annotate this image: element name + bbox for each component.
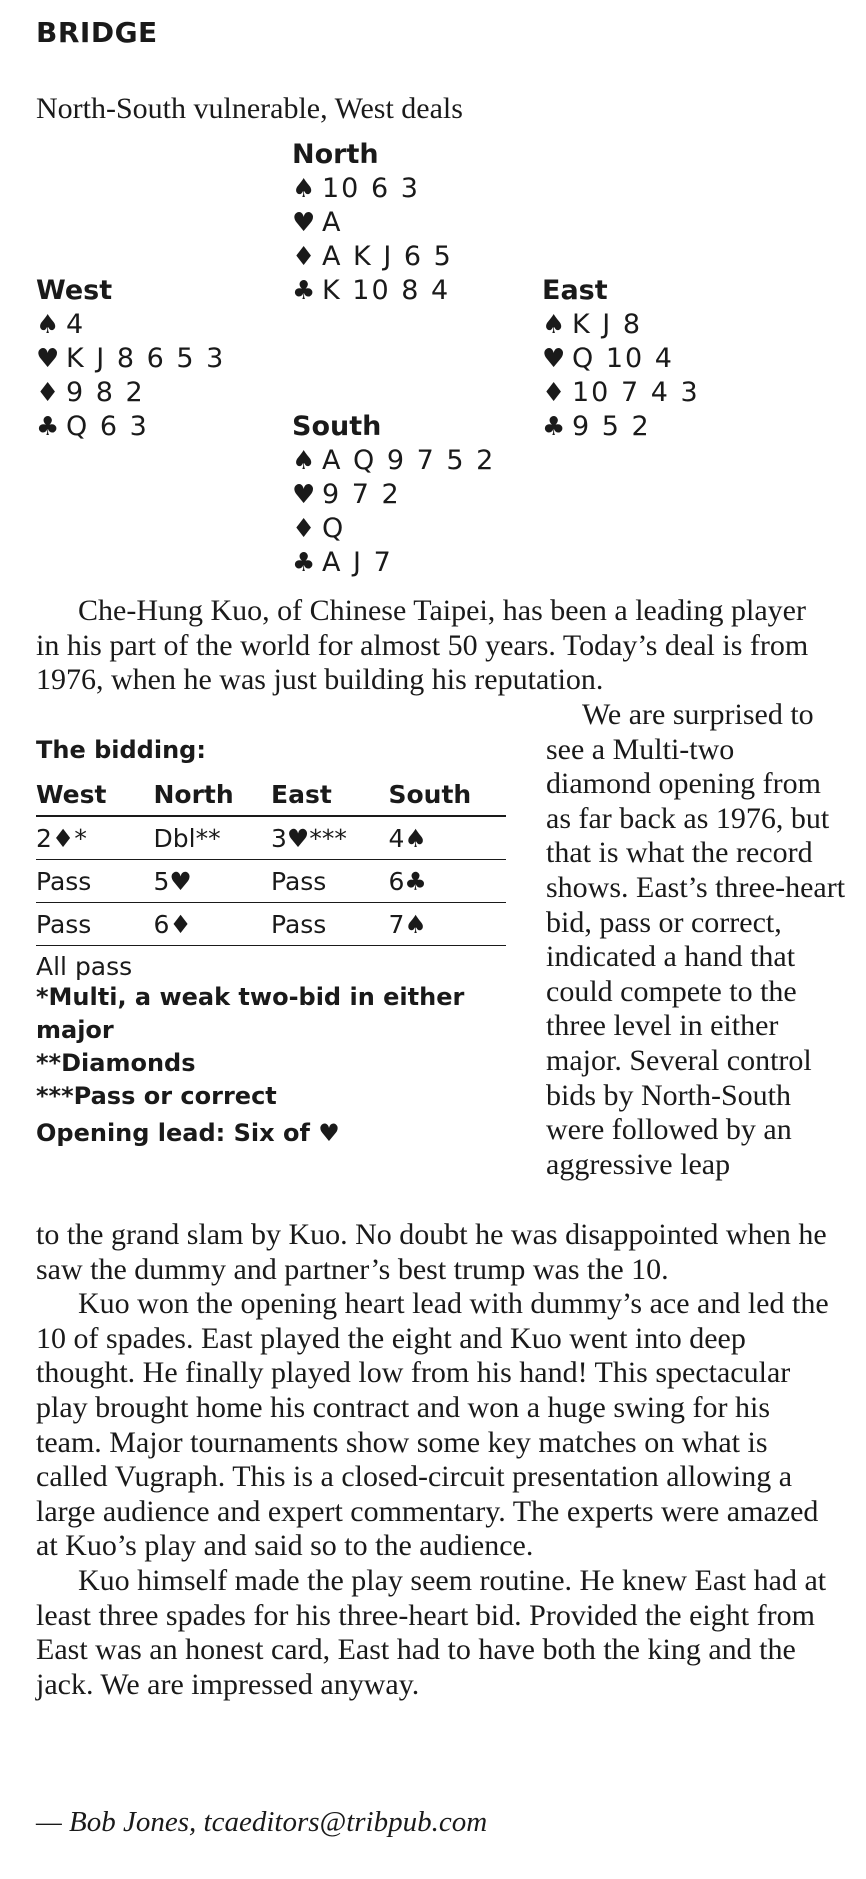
story-continuation <box>36 1218 836 1702</box>
spade-cards: 10 6 3 <box>322 173 420 204</box>
bid-cell: Pass <box>36 860 154 903</box>
all-pass: All pass <box>36 952 133 981</box>
hand-name: North <box>292 139 379 170</box>
spade-icon: ♠ <box>292 446 318 476</box>
diamond-cards: 9 8 2 <box>66 377 145 408</box>
club-icon: ♣ <box>36 412 62 442</box>
heart-cards: Q 10 4 <box>572 343 674 374</box>
bidding-header-row <box>36 776 506 816</box>
bid-cell: Pass <box>271 860 389 903</box>
hand-north <box>292 138 453 308</box>
diamond-icon: ♦ <box>292 242 318 272</box>
paragraph-text: Kuo himself made the play seem routine. He knew East had at least three spades for his three-heart bid. Provided the eight from East was an honest card, East had to have both the king and the jack. We are impressed anyway. <box>36 1563 827 1701</box>
byline: — Bob Jones, tcaeditors@tribpub.com <box>36 1806 488 1838</box>
diamond-icon: ♦ <box>542 378 568 408</box>
story-paragraph-1 <box>36 594 836 698</box>
paragraph-text: Kuo won the opening heart lead with dummy’s ace and led the 10 of spades. East played the eight and Kuo went into deep thought. He finally played low from his hand! This spectacular play brought home his contract and won a huge swing for his team. Major tournaments show some key matches on what is called Vugraph. This is a closed-circuit presentation allowing a large audience and expert commentary. The experts were amazed at Kuo’s play and said so to the audience. <box>36 1287 829 1563</box>
diamond-icon: ♦ <box>292 514 318 544</box>
club-icon: ♣ <box>292 548 318 578</box>
heart-cards: K J 8 6 5 3 <box>66 343 226 374</box>
heart-icon: ♥ <box>292 480 318 510</box>
club-cards: A J 7 <box>322 547 393 578</box>
bidding-heading: The bidding: <box>36 736 206 764</box>
heart-cards: A <box>322 207 343 238</box>
column-title: BRIDGE <box>36 16 158 49</box>
hand-name: South <box>292 411 382 442</box>
club-cards: 9 5 2 <box>572 411 651 442</box>
spade-icon: ♠ <box>542 310 568 340</box>
hand-south <box>292 410 495 580</box>
bid-cell: 5♥ <box>154 860 272 903</box>
deal-conditions: North-South vulnerable, West deals <box>36 92 463 125</box>
bid-cell: 6♣ <box>389 860 507 903</box>
story-paragraph-2-side <box>546 698 846 1182</box>
spade-cards: A Q 9 7 5 2 <box>322 445 496 476</box>
heart-cards: 9 7 2 <box>322 479 401 510</box>
bid-cell: Pass <box>271 903 389 946</box>
bid-cell: 2♦* <box>36 816 154 860</box>
hand-west <box>36 274 225 444</box>
heart-icon: ♥ <box>542 344 568 374</box>
bid-cell: 6♦ <box>154 903 272 946</box>
bid-cell: Pass <box>36 903 154 946</box>
club-icon: ♣ <box>542 412 568 442</box>
column-header: North <box>154 776 272 816</box>
paragraph-text: Che-Hung Kuo, of Chinese Taipei, has been a leading player in his part of the world for almost 50 years. Today’s deal is from 1976, when he was just building his reputation. <box>36 594 809 697</box>
bid-cell: 7♠ <box>389 903 507 946</box>
bid-cell: 3♥*** <box>271 816 389 860</box>
bidding-note: **Diamonds <box>36 1049 196 1077</box>
bidding-table <box>36 776 506 946</box>
diamond-icon: ♦ <box>36 378 62 408</box>
bidding-row <box>36 860 506 903</box>
club-cards: Q 6 3 <box>66 411 149 442</box>
bidding-row <box>36 903 506 946</box>
bid-cell: 4♠ <box>389 816 507 860</box>
opening-lead: Opening lead: Six of ♥ <box>36 1119 340 1147</box>
bidding-box <box>36 736 506 1147</box>
diamond-cards: Q <box>322 513 346 544</box>
paragraph-text: to the grand slam by Kuo. No doubt he was disappointed when he saw the dummy and partner’s best trump was the 10. <box>36 1218 827 1286</box>
spade-icon: ♠ <box>36 310 62 340</box>
heart-icon: ♥ <box>292 208 318 238</box>
bidding-note: *Multi, a weak two-bid in either major <box>36 983 465 1044</box>
spade-cards: 4 <box>66 309 86 340</box>
club-icon: ♣ <box>292 276 318 306</box>
hand-east <box>542 274 700 444</box>
spade-cards: K J 8 <box>572 309 643 340</box>
diamond-cards: 10 7 4 3 <box>572 377 700 408</box>
hand-name: West <box>36 275 113 306</box>
column-header: South <box>389 776 507 816</box>
bidding-note: ***Pass or correct <box>36 1082 277 1110</box>
column-header: East <box>271 776 389 816</box>
paragraph-text: We are surprised to see a Multi-two diamond opening from as far back as 1976, but that is what the record shows. East’s three-heart bid, pass or correct, indicated a hand that could compete to the three level in either major. Several control bids by North-South were followed by an aggressive leap <box>546 698 846 1181</box>
club-cards: K 10 8 4 <box>322 275 451 306</box>
heart-icon: ♥ <box>36 344 62 374</box>
bid-cell: Dbl** <box>154 816 272 860</box>
hand-name: East <box>542 275 608 306</box>
diamond-cards: A K J 6 5 <box>322 241 453 272</box>
bidding-row <box>36 816 506 860</box>
column-header: West <box>36 776 154 816</box>
spade-icon: ♠ <box>292 174 318 204</box>
